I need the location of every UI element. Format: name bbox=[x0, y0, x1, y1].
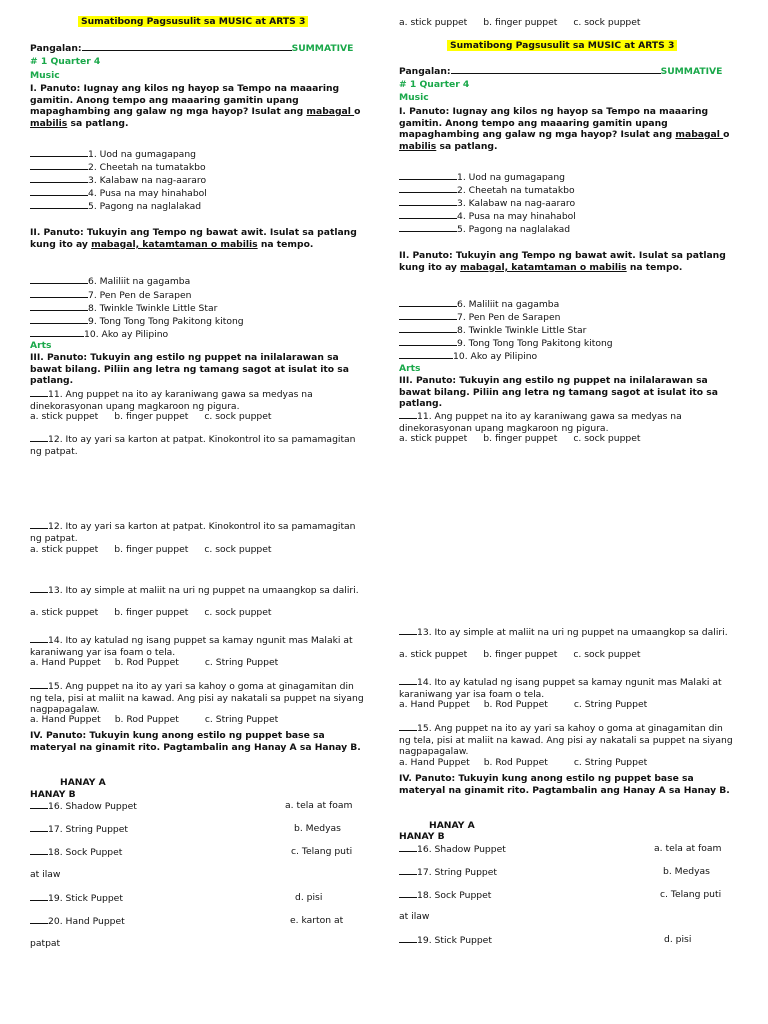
match-option-c-continued: at ilaw bbox=[399, 911, 430, 922]
item-1: 1. Uod na gumagapang bbox=[399, 171, 565, 184]
option-c[interactable]: c. sock puppet bbox=[204, 411, 272, 422]
item-10: 10. Ako ay Pilipino bbox=[399, 350, 537, 363]
options-15 bbox=[399, 757, 647, 769]
hanay-a-heading: HANAY A bbox=[60, 777, 106, 788]
match-option-e: e. karton at bbox=[290, 915, 344, 926]
hanay-b-heading: HANAY B bbox=[399, 831, 445, 842]
item-9: 9. Tong Tong Tong Pakitong kitong bbox=[30, 315, 244, 328]
match-option-b: b. Medyas bbox=[663, 866, 710, 877]
match-17: 17. String Puppet bbox=[30, 823, 128, 836]
option-a[interactable]: a. stick puppet bbox=[399, 649, 468, 660]
item-2: 2. Cheetah na tumatakbo bbox=[30, 161, 206, 174]
item-4: 4. Pusa na may hinahabol bbox=[399, 210, 576, 223]
item-1: 1. Uod na gumagapang bbox=[30, 148, 196, 161]
answer-blank[interactable] bbox=[30, 584, 48, 593]
answer-blank[interactable] bbox=[399, 350, 453, 359]
name-line: Pangalan: SUMMATIVE bbox=[30, 43, 354, 54]
answer-blank[interactable] bbox=[30, 174, 88, 183]
instruction-3: III. Panuto: Tukuyin ang estilo ng puppet na inilalarawan sa bawat bilang. Piliin ang letra ng tamang sagot at isulat ito sa patlang. bbox=[399, 375, 718, 409]
answer-blank[interactable] bbox=[30, 433, 48, 442]
option-b[interactable]: b. Rod Puppet bbox=[483, 699, 548, 710]
question-11: 11. Ang puppet na ito ay karaniwang gawa sa medyas na dinekorasyonan upang magkaroon ng pigura. bbox=[30, 389, 313, 412]
answer-blank[interactable] bbox=[30, 680, 48, 689]
answer-blank[interactable] bbox=[399, 676, 417, 685]
instruction-4: IV. Panuto: Tukuyin kung anong estilo ng puppet base sa materyal na ginamit rito. Pagtambalin ang Hanay A sa Hanay B. bbox=[30, 730, 361, 753]
music-heading: Music bbox=[399, 92, 429, 103]
option-c[interactable]: c. sock puppet bbox=[573, 433, 641, 444]
answer-blank[interactable] bbox=[30, 634, 48, 643]
answer-blank[interactable] bbox=[30, 520, 48, 529]
option-b[interactable]: b. finger puppet bbox=[483, 649, 558, 660]
answer-blank[interactable] bbox=[399, 722, 417, 731]
answer-blank[interactable] bbox=[399, 223, 457, 232]
item-3: 3. Kalabaw na nag-aararo bbox=[30, 174, 206, 187]
answer-blank[interactable] bbox=[399, 934, 417, 943]
match-17: 17. String Puppet bbox=[399, 866, 497, 879]
answer-blank[interactable] bbox=[399, 311, 457, 320]
question-14: 14. Ito ay katulad ng isang puppet sa kamay ngunit mas Malaki at karaniwang yar isa foam o tela. bbox=[30, 635, 353, 658]
option-b[interactable]: b. Rod Puppet bbox=[114, 714, 179, 725]
match-19: 19. Stick Puppet bbox=[399, 934, 492, 947]
answer-blank[interactable] bbox=[30, 846, 48, 855]
option-b[interactable]: b. finger puppet bbox=[483, 17, 558, 28]
options-15 bbox=[30, 714, 278, 726]
worksheet-title: Sumatibong Pagsusulit sa MUSIC at ARTS 3 bbox=[78, 16, 308, 28]
answer-blank[interactable] bbox=[399, 337, 457, 346]
options-13 bbox=[30, 607, 272, 619]
item-7: 7. Pen Pen de Sarapen bbox=[399, 311, 560, 324]
options-11 bbox=[30, 411, 272, 423]
item-8: 8. Twinkle Twinkle Little Star bbox=[399, 324, 586, 337]
option-a[interactable]: a. Hand Puppet bbox=[30, 714, 101, 725]
answer-blank[interactable] bbox=[30, 148, 88, 157]
option-c[interactable]: c. String Puppet bbox=[204, 714, 279, 725]
options-14 bbox=[30, 657, 278, 669]
options-12 bbox=[30, 544, 272, 556]
arts-heading: Arts bbox=[30, 340, 52, 351]
option-c[interactable]: c. String Puppet bbox=[573, 757, 648, 768]
quarter-label: # 1 Quarter 4 bbox=[399, 79, 470, 90]
item-4: 4. Pusa na may hinahabol bbox=[30, 187, 207, 200]
instruction-4: IV. Panuto: Tukuyin kung anong estilo ng puppet base sa materyal na ginamit rito. Pagtambalin ang Hanay A sa Hanay B. bbox=[399, 773, 730, 796]
options-13 bbox=[399, 649, 641, 661]
match-option-c: c. Telang puti bbox=[660, 889, 722, 900]
hanay-b-heading: HANAY B bbox=[30, 789, 76, 800]
question-14: 14. Ito ay katulad ng isang puppet sa kamay ngunit mas Malaki at karaniwang yar isa foam o tela. bbox=[399, 677, 722, 700]
answer-blank[interactable] bbox=[30, 161, 88, 170]
option-c[interactable]: c. sock puppet bbox=[573, 17, 641, 28]
answer-blank[interactable] bbox=[30, 187, 88, 196]
hanay-a-heading: HANAY A bbox=[429, 820, 475, 831]
option-b[interactable]: b. finger puppet bbox=[114, 411, 189, 422]
option-b[interactable]: b. finger puppet bbox=[114, 544, 189, 555]
answer-blank[interactable] bbox=[399, 410, 417, 419]
answer-blank[interactable] bbox=[399, 626, 417, 635]
match-19: 19. Stick Puppet bbox=[30, 892, 123, 905]
name-blank[interactable] bbox=[82, 42, 292, 51]
option-a[interactable]: a. stick puppet bbox=[399, 17, 468, 28]
answer-blank[interactable] bbox=[30, 823, 48, 832]
option-a[interactable]: a. stick puppet bbox=[30, 607, 99, 618]
match-16: 16. Shadow Puppet bbox=[399, 843, 506, 856]
answer-blank[interactable] bbox=[30, 289, 88, 298]
option-a[interactable]: a. stick puppet bbox=[399, 433, 468, 444]
match-option-d: d. pisi bbox=[664, 934, 692, 945]
answer-blank[interactable] bbox=[399, 210, 457, 219]
arts-heading: Arts bbox=[399, 363, 421, 374]
item-7: 7. Pen Pen de Sarapen bbox=[30, 289, 191, 302]
answer-blank[interactable] bbox=[399, 171, 457, 180]
instruction-1: I. Panuto: Iugnay ang kilos ng hayop sa Tempo na maaaring gamitin. Anong tempo ang maaaring gamitin upang mapaghambing ang galaw ng mga hayop? Isulat ang mabagal o mabilis sa patlang. bbox=[399, 106, 730, 152]
item-5: 5. Pagong na naglalakad bbox=[30, 200, 201, 213]
match-option-a: a. tela at foam bbox=[285, 800, 353, 811]
worksheet-title: Sumatibong Pagsusulit sa MUSIC at ARTS 3 bbox=[447, 40, 677, 52]
option-c[interactable]: c. sock puppet bbox=[204, 544, 272, 555]
answer-blank[interactable] bbox=[30, 275, 88, 284]
option-b[interactable]: b. Rod Puppet bbox=[483, 757, 548, 768]
answer-blank[interactable] bbox=[30, 302, 88, 311]
option-a[interactable]: a. stick puppet bbox=[30, 544, 99, 555]
option-c[interactable]: c. sock puppet bbox=[204, 607, 272, 618]
question-15: 15. Ang puppet na ito ay yari sa kahoy o goma at ginagamitan din ng tela, pisi at maliit na kawad. Ang pisi ay nakatali sa puppet na siyang nagpapagalaw. bbox=[30, 681, 364, 715]
match-option-a: a. tela at foam bbox=[654, 843, 722, 854]
options-14 bbox=[399, 699, 647, 711]
option-b[interactable]: b. Rod Puppet bbox=[114, 657, 179, 668]
question-13: 13. Ito ay simple at maliit na uri ng puppet na umaangkop sa daliri. bbox=[399, 626, 735, 639]
item-9: 9. Tong Tong Tong Pakitong kitong bbox=[399, 337, 613, 350]
match-18: 18. Sock Puppet bbox=[399, 889, 491, 902]
name-blank[interactable] bbox=[451, 65, 661, 74]
answer-blank[interactable] bbox=[30, 200, 88, 209]
question-15: 15. Ang puppet na ito ay yari sa kahoy o goma at ginagamitan din ng tela, pisi at maliit na kawad. Ang pisi ay nakatali sa puppet na siyang nagpapagalaw. bbox=[399, 723, 733, 757]
question-12-draft: 12. Ito ay yari sa karton at patpat. Kinokontrol ito sa pamamagitan ng patpat. bbox=[30, 434, 356, 457]
item-8: 8. Twinkle Twinkle Little Star bbox=[30, 302, 217, 315]
option-a[interactable]: a. stick puppet bbox=[30, 411, 99, 422]
item-5: 5. Pagong na naglalakad bbox=[399, 223, 570, 236]
answer-blank[interactable] bbox=[399, 843, 417, 852]
match-option-c: c. Telang puti bbox=[291, 846, 353, 857]
item-3: 3. Kalabaw na nag-aararo bbox=[399, 197, 575, 210]
answer-blank[interactable] bbox=[30, 388, 48, 397]
option-c[interactable]: c. String Puppet bbox=[573, 699, 648, 710]
match-option-d: d. pisi bbox=[295, 892, 323, 903]
options-11 bbox=[399, 433, 641, 445]
answer-blank[interactable] bbox=[30, 315, 88, 324]
option-a[interactable]: a. Hand Puppet bbox=[399, 699, 470, 710]
match-option-e-continued: patpat bbox=[30, 938, 61, 949]
match-option-b: b. Medyas bbox=[294, 823, 341, 834]
match-16: 16. Shadow Puppet bbox=[30, 800, 137, 813]
instruction-2: II. Panuto: Tukuyin ang Tempo ng bawat awit. Isulat sa patlang kung ito ay mabagal, katamtaman o mabilis na tempo. bbox=[399, 250, 726, 273]
match-20: 20. Hand Puppet bbox=[30, 915, 125, 928]
question-11: 11. Ang puppet na ito ay karaniwang gawa sa medyas na dinekorasyonan upang magkaroon ng pigura. bbox=[399, 411, 682, 434]
options-top bbox=[399, 17, 641, 29]
name-line: Pangalan: SUMMATIVE bbox=[399, 66, 723, 77]
question-12: 12. Ito ay yari sa karton at patpat. Kinokontrol ito sa pamamagitan ng patpat. bbox=[30, 521, 356, 544]
item-2: 2. Cheetah na tumatakbo bbox=[399, 184, 575, 197]
option-b[interactable]: b. finger puppet bbox=[114, 607, 189, 618]
answer-blank[interactable] bbox=[30, 915, 48, 924]
option-c[interactable]: c. String Puppet bbox=[204, 657, 279, 668]
answer-blank[interactable] bbox=[399, 184, 457, 193]
match-option-c-continued: at ilaw bbox=[30, 869, 61, 880]
instruction-1: I. Panuto: Iugnay ang kilos ng hayop sa Tempo na maaaring gamitin. Anong tempo ang maaaring gamitin upang mapaghambing ang galaw ng mga hayop? Isulat ang mabagal o mabilis sa patlang. bbox=[30, 83, 361, 129]
option-b[interactable]: b. finger puppet bbox=[483, 433, 558, 444]
answer-blank[interactable] bbox=[399, 197, 457, 206]
answer-blank[interactable] bbox=[30, 328, 84, 337]
match-18: 18. Sock Puppet bbox=[30, 846, 122, 859]
music-heading: Music bbox=[30, 70, 60, 81]
question-13: 13. Ito ay simple at maliit na uri ng puppet na umaangkop sa daliri. bbox=[30, 584, 366, 597]
answer-blank[interactable] bbox=[399, 298, 457, 307]
item-6: 6. Maliliit na gagamba bbox=[30, 275, 190, 288]
quarter-label: # 1 Quarter 4 bbox=[30, 56, 101, 67]
instruction-3: III. Panuto: Tukuyin ang estilo ng puppet na inilalarawan sa bawat bilang. Piliin ang letra ng tamang sagot at isulat ito sa patlang. bbox=[30, 352, 349, 386]
instruction-2: II. Panuto: Tukuyin ang Tempo ng bawat awit. Isulat sa patlang kung ito ay mabagal, katamtaman o mabilis na tempo. bbox=[30, 227, 357, 250]
answer-blank[interactable] bbox=[30, 892, 48, 901]
answer-blank[interactable] bbox=[399, 866, 417, 875]
option-c[interactable]: c. sock puppet bbox=[573, 649, 641, 660]
item-6: 6. Maliliit na gagamba bbox=[399, 298, 559, 311]
option-a[interactable]: a. Hand Puppet bbox=[30, 657, 101, 668]
answer-blank[interactable] bbox=[399, 889, 417, 898]
option-a[interactable]: a. Hand Puppet bbox=[399, 757, 470, 768]
answer-blank[interactable] bbox=[30, 800, 48, 809]
item-10: 10. Ako ay Pilipino bbox=[30, 328, 168, 341]
answer-blank[interactable] bbox=[399, 324, 457, 333]
